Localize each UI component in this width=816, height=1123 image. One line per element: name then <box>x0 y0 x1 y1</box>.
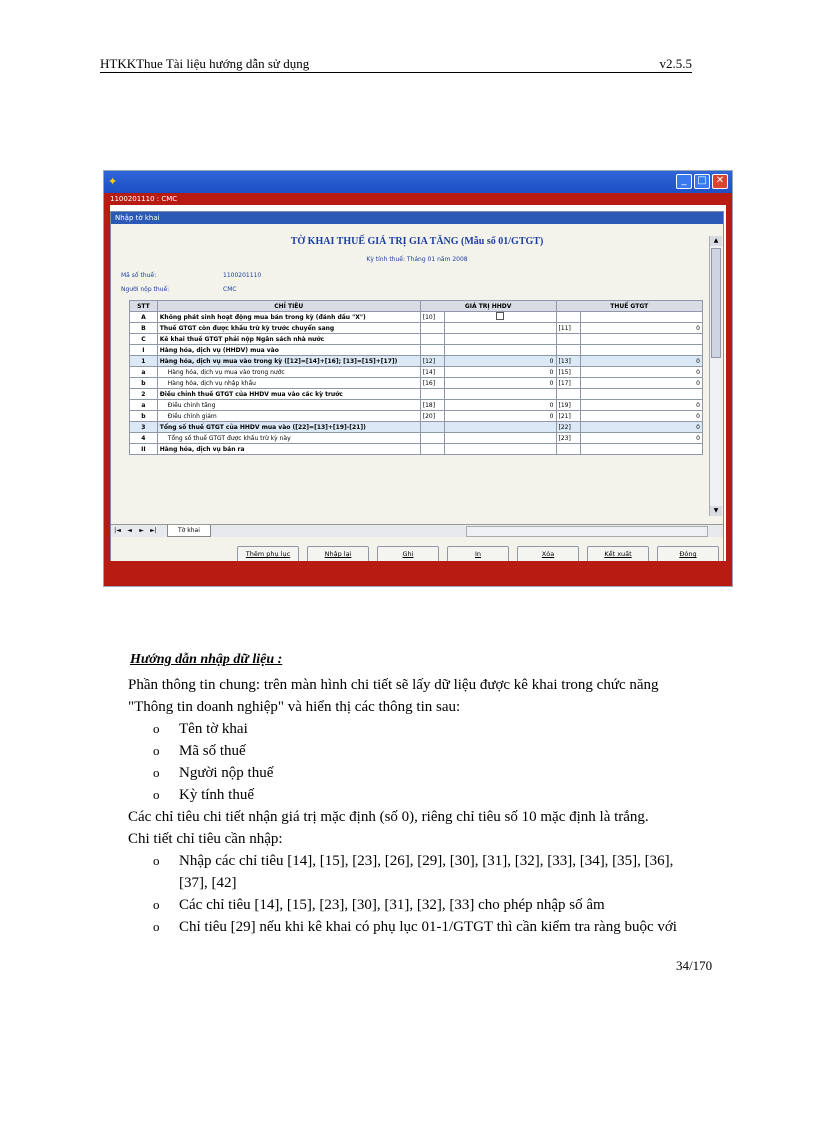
row-label: Thuế GTGT còn được khấu trừ kỳ trước chuyển sang <box>157 323 420 334</box>
button-bar <box>111 542 723 562</box>
next-sheet-icon[interactable]: ► <box>139 527 144 534</box>
tax-input[interactable] <box>581 345 703 356</box>
list-item: o Người nộp thuế <box>153 762 273 784</box>
paragraph-defaults: Các chỉ tiêu chi tiết nhận giá trị mặc định (số 0), riêng chỉ tiêu số 10 mặc định là trắng. <box>128 809 649 825</box>
value-code <box>420 334 445 345</box>
tax-code: [21] <box>556 411 581 422</box>
table-row <box>130 323 703 334</box>
value-input[interactable] <box>445 433 556 444</box>
tax-input[interactable]: 0 <box>581 323 703 334</box>
table-row <box>130 433 703 444</box>
col-gia-tri: GIÁ TRỊ HHDV <box>420 301 556 312</box>
tax-code <box>556 334 581 345</box>
value-input[interactable]: 0 <box>445 411 556 422</box>
tax-code: [13] <box>556 356 581 367</box>
tax-input[interactable] <box>581 389 703 400</box>
row-stt: b <box>130 378 158 389</box>
value-code: [18] <box>420 400 445 411</box>
tax-code: [19] <box>556 400 581 411</box>
row-stt: C <box>130 334 158 345</box>
value-code <box>420 389 445 400</box>
tax-code <box>556 312 581 323</box>
tax-input[interactable] <box>581 334 703 345</box>
list-item: o Chỉ tiêu [29] nếu khi kê khai có phụ lục 01-1/GTGT thì cần kiểm tra ràng buộc với <box>153 916 677 938</box>
row-label: Điều chỉnh giảm <box>157 411 420 422</box>
tax-code: [17] <box>556 378 581 389</box>
value-code: [20] <box>420 411 445 422</box>
table-row <box>130 312 703 323</box>
value-code <box>420 422 445 433</box>
paragraph-intro-cont: "Thông tin doanh nghiệp" và hiển thị các thông tin sau: <box>128 699 461 715</box>
app-icon: ✦ <box>108 175 118 188</box>
last-sheet-icon[interactable]: ►| <box>150 527 157 534</box>
export-button[interactable]: Kết xuất <box>587 546 649 563</box>
form-panel <box>110 211 724 563</box>
value-input[interactable] <box>445 323 556 334</box>
tax-code <box>556 389 581 400</box>
table-header <box>130 301 703 312</box>
value-input[interactable] <box>445 444 556 455</box>
col-thue: THUẾ GTGT <box>556 301 703 312</box>
print-button[interactable]: In <box>447 546 509 563</box>
delete-button[interactable]: Xóa <box>517 546 579 563</box>
close-button[interactable]: ✕ <box>712 174 728 189</box>
value-code: [14] <box>420 367 445 378</box>
row-label: Hàng hóa, dịch vụ (HHDV) mua vào <box>157 345 420 356</box>
list-item: o Nhập các chỉ tiêu [14], [15], [23], [26], [29], [30], [31], [32], [33], [34], [35], [36], <box>153 850 673 872</box>
bullet-icon: o <box>153 897 160 912</box>
value-code <box>420 444 445 455</box>
sheet-tab-bar <box>111 524 723 537</box>
tax-code: [15] <box>556 367 581 378</box>
table-row <box>130 378 703 389</box>
vertical-scrollbar[interactable] <box>709 236 722 516</box>
value-input[interactable]: 0 <box>445 400 556 411</box>
table-row <box>130 389 703 400</box>
tax-input[interactable]: 0 <box>581 433 703 444</box>
row-label: Hàng hóa, dịch vụ bán ra <box>157 444 420 455</box>
row-label: Điều chỉnh tăng <box>157 400 420 411</box>
minimize-button[interactable]: _ <box>676 174 692 189</box>
form-title: TỜ KHAI THUẾ GIÁ TRỊ GIA TĂNG (Mẫu số 01/GTGT) <box>290 236 544 247</box>
add-appendix-button[interactable]: Thêm phụ lục <box>237 546 299 563</box>
row-stt: a <box>130 400 158 411</box>
tax-input[interactable]: 0 <box>581 356 703 367</box>
value-input[interactable]: 0 <box>445 356 556 367</box>
row-stt: a <box>130 367 158 378</box>
tax-input[interactable]: 0 <box>581 411 703 422</box>
value-code: [12] <box>420 356 445 367</box>
window-bottom-border <box>104 561 732 587</box>
maximize-button[interactable]: □ <box>694 174 710 189</box>
tax-input[interactable]: 0 <box>581 400 703 411</box>
first-sheet-icon[interactable]: |◄ <box>114 527 121 534</box>
row-stt: 2 <box>130 389 158 400</box>
bullet-icon: o <box>153 787 160 802</box>
page-number: 34/170 <box>676 958 713 973</box>
header-version: v2.5.5 <box>659 56 692 71</box>
table-row <box>130 356 703 367</box>
paragraph-details: Chi tiết chỉ tiêu cần nhập: <box>128 831 283 847</box>
bullet-icon: o <box>153 721 160 736</box>
list-item: o Các chỉ tiêu [14], [15], [23], [30], [31], [32], [33] cho phép nhập số âm <box>153 894 605 916</box>
table-row <box>130 345 703 356</box>
tax-code <box>556 444 581 455</box>
tab-to-khai[interactable]: Tờ khai <box>167 525 211 537</box>
guide-heading: Hướng dẫn nhập dữ liệu : <box>130 652 283 667</box>
payer-value: CMC <box>223 286 237 293</box>
row-label: Hàng hóa, dịch vụ mua vào trong kỳ ([12]=[14]+[16]; [13]=[15]+[17]) <box>157 356 420 367</box>
row-label: Tổng số thuế GTGT của HHDV mua vào ([22]=[13]+[19]-[21]) <box>157 422 420 433</box>
prev-sheet-icon[interactable]: ◄ <box>127 527 132 534</box>
page-header <box>100 56 692 73</box>
list-item: o Tên tờ khai <box>153 718 248 740</box>
tax-code: [23] <box>556 433 581 444</box>
row-label: Hàng hóa, dịch vụ nhập khẩu <box>157 378 420 389</box>
document-title: 1100201110 : CMC <box>104 193 732 205</box>
scroll-up-icon[interactable]: ▲ <box>710 236 722 246</box>
bullet-icon: o <box>153 743 160 758</box>
tax-code: [22] <box>556 422 581 433</box>
table-row <box>130 334 703 345</box>
declaration-table <box>129 300 703 455</box>
reset-button[interactable]: Nhập lại <box>307 546 369 563</box>
value-input[interactable] <box>445 345 556 356</box>
panel-title: Nhập tờ khai <box>111 212 723 224</box>
tax-period: Kỳ tính thuế: Tháng 01 năm 2008 <box>366 256 468 263</box>
tax-input[interactable] <box>581 444 703 455</box>
value-input[interactable] <box>445 389 556 400</box>
table-row <box>130 367 703 378</box>
tax-input[interactable]: 0 <box>581 422 703 433</box>
bullet-icon: o <box>153 853 160 868</box>
value-code <box>420 323 445 334</box>
row-stt: A <box>130 312 158 323</box>
value-code <box>420 433 445 444</box>
window-titlebar <box>104 171 732 193</box>
tax-code <box>556 345 581 356</box>
row-label: Tổng số thuế GTGT được khấu trừ kỳ này <box>157 433 420 444</box>
horizontal-scrollbar[interactable] <box>466 526 708 537</box>
table-row <box>130 444 703 455</box>
scroll-thumb[interactable] <box>711 248 721 358</box>
tax-input[interactable]: 0 <box>581 367 703 378</box>
bullet-icon: o <box>153 765 160 780</box>
right-border <box>726 205 732 587</box>
tax-input[interactable]: 0 <box>581 378 703 389</box>
row-stt: 4 <box>130 433 158 444</box>
row-label: Điều chỉnh thuế GTGT của HHDV mua vào các kỳ trước <box>157 389 420 400</box>
list-item: o Kỳ tính thuế <box>153 784 254 806</box>
table-row <box>130 422 703 433</box>
save-button[interactable]: Ghi <box>377 546 439 563</box>
tax-code: [11] <box>556 323 581 334</box>
payer-label: Người nộp thuế: <box>121 286 170 293</box>
col-stt: STT <box>130 301 158 312</box>
row-stt: I <box>130 345 158 356</box>
scroll-down-icon[interactable]: ▼ <box>710 506 722 516</box>
table-row <box>130 400 703 411</box>
tax-input[interactable] <box>581 312 703 323</box>
value-input[interactable] <box>445 312 556 323</box>
header-title: HTKKThue Tài liệu hướng dẫn sử dụng <box>100 56 310 71</box>
close-form-button[interactable]: Đóng <box>657 546 719 563</box>
value-code: [10] <box>420 312 445 323</box>
bullet-icon: o <box>153 919 160 934</box>
tax-code-label: Mã số thuế: <box>121 272 157 279</box>
row-stt: B <box>130 323 158 334</box>
tax-code-value: 1100201110 <box>223 272 262 279</box>
row-label: Không phát sinh hoạt động mua bán trong kỳ (đánh dấu "X") <box>157 312 420 323</box>
app-screenshot <box>103 170 733 587</box>
table-row <box>130 411 703 422</box>
row-stt: 3 <box>130 422 158 433</box>
col-chi-tieu: CHỈ TIÊU <box>157 301 420 312</box>
value-code: [16] <box>420 378 445 389</box>
row-stt: b <box>130 411 158 422</box>
checkbox-icon[interactable] <box>496 312 504 320</box>
list-item: o Mã số thuế <box>153 740 246 762</box>
paragraph-intro: Phần thông tin chung: trên màn hình chi tiết sẽ lấy dữ liệu được kê khai trong chức năng <box>128 677 659 693</box>
row-stt: 1 <box>130 356 158 367</box>
value-input[interactable] <box>445 334 556 345</box>
row-label: Kê khai thuế GTGT phải nộp Ngân sách nhà nước <box>157 334 420 345</box>
value-input[interactable]: 0 <box>445 378 556 389</box>
row-label: Hàng hóa, dịch vụ mua vào trong nước <box>157 367 420 378</box>
value-code <box>420 345 445 356</box>
list-item-cont: [37], [42] <box>179 875 237 891</box>
value-input[interactable] <box>445 422 556 433</box>
row-stt: II <box>130 444 158 455</box>
value-input[interactable]: 0 <box>445 367 556 378</box>
